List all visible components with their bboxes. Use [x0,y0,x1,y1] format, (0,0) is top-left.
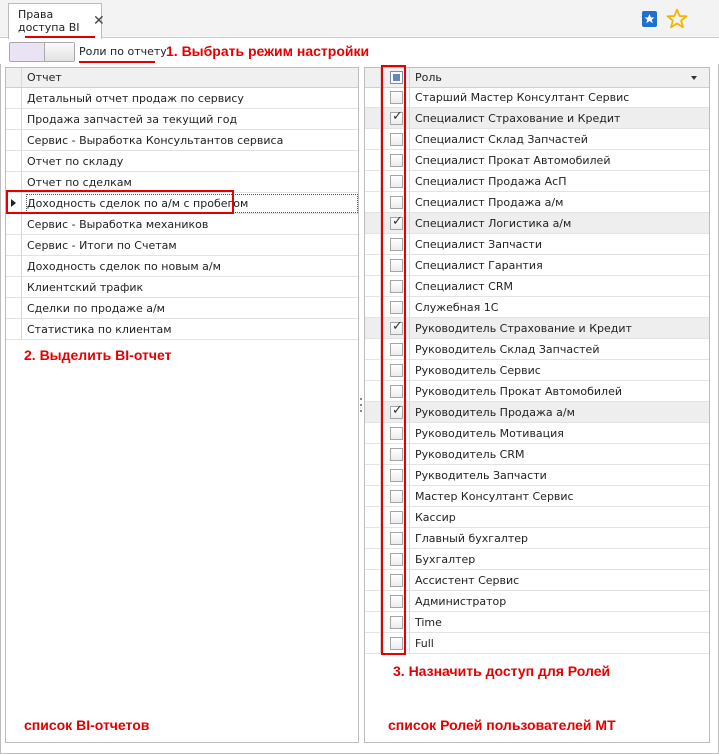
role-name: Руководитель Прокат Автомобилей [415,385,622,398]
row-indicator [6,88,22,109]
check-column-separator [409,318,410,338]
role-row[interactable] [365,192,709,213]
check-column-separator [409,297,410,317]
role-name: Руководитель Продажа а/м [415,406,575,419]
row-indicator [365,129,381,150]
role-row[interactable] [365,465,709,486]
check-column-separator [409,402,410,422]
check-column-separator [409,591,410,611]
row-indicator [365,297,381,318]
roles-grid [364,67,710,743]
role-name: Специалист Продажа АсП [415,175,567,188]
role-row[interactable] [365,108,709,129]
row-indicator [365,423,381,444]
pin-icon[interactable] [641,10,658,28]
report-name: Детальный отчет продаж по сервису [27,92,244,105]
check-column-separator [409,339,410,359]
role-row[interactable] [365,549,709,570]
roles-column-header[interactable]: Роль [415,71,442,84]
chevron-down-icon[interactable] [691,76,697,80]
row-indicator [6,235,22,256]
role-name: Специалист Склад Запчастей [415,133,588,146]
reports-grid-header [6,68,358,88]
role-name: Специалист Запчасти [415,238,542,251]
report-name: Статистика по клиентам [27,323,172,336]
row-indicator [365,507,381,528]
report-name: Сервис - Итоги по Счетам [27,239,177,252]
annotation-step1: 1. Выбрать режим настройки [166,43,370,59]
annotation-step3: 3. Назначить доступ для Ролей [393,663,611,679]
check-column-separator [409,507,410,527]
row-indicator [6,256,22,277]
role-row[interactable] [365,318,709,339]
panel-splitter[interactable] [360,398,363,412]
row-indicator [365,381,381,402]
check-column-separator [409,234,410,254]
check-column-separator [409,612,410,632]
row-indicator [365,465,381,486]
row-indicator [6,298,22,319]
role-name: Бухгалтер [415,553,476,566]
row-indicator [365,528,381,549]
check-column-separator [409,171,410,191]
role-row[interactable] [365,423,709,444]
role-row[interactable] [365,129,709,150]
row-indicator [365,402,381,423]
role-name: Time [415,616,442,629]
report-name: Отчет по сделкам [27,176,132,189]
row-indicator [6,277,22,298]
role-row[interactable] [365,444,709,465]
role-name: Кассир [415,511,456,524]
check-column-separator [409,68,410,87]
role-name: Руководитель Сервис [415,364,541,377]
row-indicator [6,319,22,340]
row-indicator [365,234,381,255]
role-name: Специалист Логистика а/м [415,217,572,230]
check-column-separator [409,528,410,548]
role-row[interactable] [365,297,709,318]
row-indicator [365,192,381,213]
check-column-separator [409,192,410,212]
annotation-reports-caption: список BI-отчетов [24,717,150,733]
check-column-separator [409,213,410,233]
report-name: Сделки по продаже а/м [27,302,165,315]
check-column-separator [409,150,410,170]
check-column-separator [409,633,410,653]
role-name: Специалист Гарантия [415,259,543,272]
report-name: Сервис - Выработка Консультантов сервиса [27,134,284,147]
report-name: Сервис - Выработка механиков [27,218,209,231]
check-column-separator [409,486,410,506]
reports-grid [5,67,359,743]
report-row[interactable] [6,130,358,151]
annotation-step2: 2. Выделить BI-отчет [24,347,172,363]
row-indicator [365,486,381,507]
row-indicator [365,591,381,612]
row-indicator-header [365,68,381,87]
close-icon[interactable]: ✕ [93,13,105,29]
tab-title-underline [25,36,95,38]
report-row[interactable] [6,277,358,298]
reports-column-header[interactable]: Отчет [27,71,62,84]
row-indicator [365,255,381,276]
report-row[interactable] [6,88,358,109]
report-row[interactable] [6,319,358,340]
annotation-roles-caption: список Ролей пользователей МТ [388,717,616,733]
report-row[interactable] [6,214,358,235]
role-name: Специалист CRM [415,280,513,293]
annotation-report-highlight [6,190,234,214]
row-indicator [365,549,381,570]
role-name: Руководитель Мотивация [415,427,564,440]
row-indicator [365,150,381,171]
check-column-separator [409,360,410,380]
checkmark-icon: ✓ [392,403,403,418]
role-row[interactable] [365,150,709,171]
role-row[interactable] [365,570,709,591]
role-name: Руководитель Страхование и Кредит [415,322,632,335]
row-indicator [6,214,22,235]
row-indicator [365,339,381,360]
row-indicator [6,151,22,172]
role-name: Руководитель CRM [415,448,525,461]
report-name: Клиентский трафик [27,281,144,294]
annotation-checkbox-highlight [381,65,406,655]
row-indicator [365,360,381,381]
report-row[interactable] [6,298,358,319]
role-name: Служебная 1С [415,301,499,314]
report-name: Продажа запчастей за текущий год [27,113,238,126]
tab-bar [0,0,719,38]
check-column-separator [409,87,410,107]
role-name: Специалист Страхование и Кредит [415,112,621,125]
check-column-separator [409,570,410,590]
row-indicator [365,213,381,234]
role-row[interactable] [365,486,709,507]
role-name: Специалист Прокат Автомобилей [415,154,611,167]
roles-grid-header [365,68,709,88]
row-indicator [6,109,22,130]
star-icon[interactable] [666,8,688,30]
mode-label-underline [79,61,155,63]
check-column-separator [409,465,410,485]
role-row[interactable] [365,633,709,654]
report-name: Доходность сделок по новым а/м [27,260,221,273]
role-row[interactable] [365,507,709,528]
checkmark-icon: ✓ [392,319,403,334]
row-indicator [365,570,381,591]
row-indicator [365,108,381,129]
role-row[interactable] [365,213,709,234]
check-column-separator [409,381,410,401]
role-name: Специалист Продажа а/м [415,196,564,209]
check-column-separator [409,423,410,443]
role-name: Руководитель Склад Запчастей [415,343,600,356]
row-indicator [365,318,381,339]
role-row[interactable] [365,591,709,612]
role-name: Мастер Консултант Сервис [415,490,574,503]
check-column-separator [409,108,410,128]
check-column-separator [409,276,410,296]
report-row[interactable] [6,109,358,130]
role-name: Ассистент Сервис [415,574,520,587]
tab-title: Права доступа BI [18,8,80,34]
role-name: Администратор [415,595,507,608]
check-column-separator [409,549,410,569]
tab-bi-access[interactable] [8,3,105,39]
row-indicator [365,276,381,297]
row-indicator [365,171,381,192]
toggle-knob[interactable] [44,43,74,61]
role-row[interactable] [365,528,709,549]
role-name: Рукводитель Запчасти [415,469,547,482]
role-row[interactable] [365,171,709,192]
row-indicator [365,87,381,108]
report-name: Доходность сделок по а/м с пробегом [27,197,249,210]
checkmark-icon: ✓ [392,109,403,124]
checkmark-icon: ✓ [392,214,403,229]
role-name: Full [415,637,434,650]
role-row[interactable] [365,234,709,255]
role-row[interactable] [365,87,709,108]
mode-toggle[interactable] [9,42,75,62]
row-indicator [365,444,381,465]
check-column-separator [409,444,410,464]
role-row[interactable] [365,381,709,402]
role-row[interactable] [365,360,709,381]
report-name: Отчет по складу [27,155,124,168]
check-column-separator [409,255,410,275]
report-row[interactable] [6,256,358,277]
role-name: Старший Мастер Консултант Сервис [415,91,630,104]
row-indicator [365,612,381,633]
mode-label[interactable]: Роли по отчету [79,45,167,58]
role-row[interactable] [365,255,709,276]
check-column-separator [409,129,410,149]
role-row[interactable] [365,339,709,360]
report-row[interactable] [6,235,358,256]
row-indicator-header [6,68,22,87]
role-row[interactable] [365,276,709,297]
row-indicator [365,633,381,654]
report-row[interactable] [6,151,358,172]
role-row[interactable] [365,402,709,423]
role-row[interactable] [365,612,709,633]
row-indicator [6,130,22,151]
role-name: Главный бухгалтер [415,532,528,545]
